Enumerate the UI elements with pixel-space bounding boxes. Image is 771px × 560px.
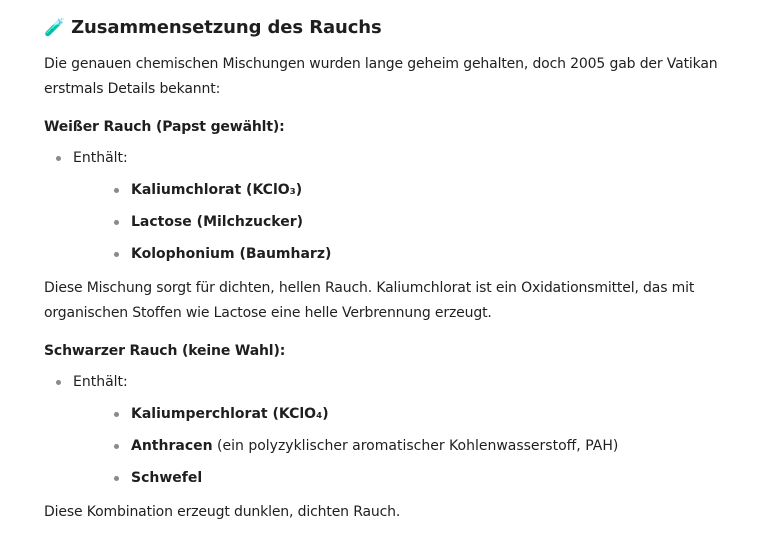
ingredient-name: Lactose (Milchzucker) [131, 214, 304, 230]
black-smoke-contains-item [44, 372, 744, 488]
ingredient-name: Kaliumchlorat (KClO₃) [131, 182, 303, 198]
ingredient-name: Schwefel [131, 470, 203, 486]
ingredient-item [73, 436, 744, 456]
ingredient-name: Kaliumperchlorat (KClO₄) [131, 406, 329, 422]
black-smoke-list [44, 372, 744, 488]
black-smoke-explanation: Diese Kombination erzeugt dunklen, dichten Rauch. [44, 504, 401, 520]
contains-label: Enthält: [73, 150, 128, 166]
black-smoke-label: Schwarzer Rauch (keine Wahl): [44, 343, 286, 359]
white-smoke-explanation: Diese Mischung sorgt für dichten, hellen Rauch. Kaliumchlorat ist ein Oxidationsmittel, das mit organischen Stoffen wie Lactose eine helle Verbrennung erzeugt. [44, 280, 695, 321]
ingredient-item [73, 244, 744, 264]
ingredient-description: (ein polyzyklischer aromatischer Kohlenwasserstoff, PAH) [212, 438, 619, 454]
content-area [44, 14, 744, 525]
white-smoke-label: Weißer Rauch (Papst gewählt): [44, 119, 285, 135]
section-heading-text: Zusammensetzung des Rauchs [71, 17, 382, 38]
ingredient-item [73, 180, 744, 200]
white-smoke-ingredients [73, 180, 744, 264]
ingredient-name: Kolophonium (Baumharz) [131, 246, 332, 262]
ingredient-item [73, 212, 744, 232]
white-smoke-list [44, 148, 744, 264]
section-heading [44, 14, 744, 42]
ingredient-item [73, 404, 744, 424]
contains-label: Enthält: [73, 374, 128, 390]
test-tube-icon: 🧪 [44, 18, 66, 38]
ingredient-name: Anthracen [131, 438, 213, 454]
ingredient-item [73, 468, 744, 488]
black-smoke-ingredients [73, 404, 744, 488]
white-smoke-contains-item [44, 148, 744, 264]
intro-paragraph: Die genauen chemischen Mischungen wurden lange geheim gehalten, doch 2005 gab der Vatikan erstmals Details bekannt: [44, 56, 718, 97]
